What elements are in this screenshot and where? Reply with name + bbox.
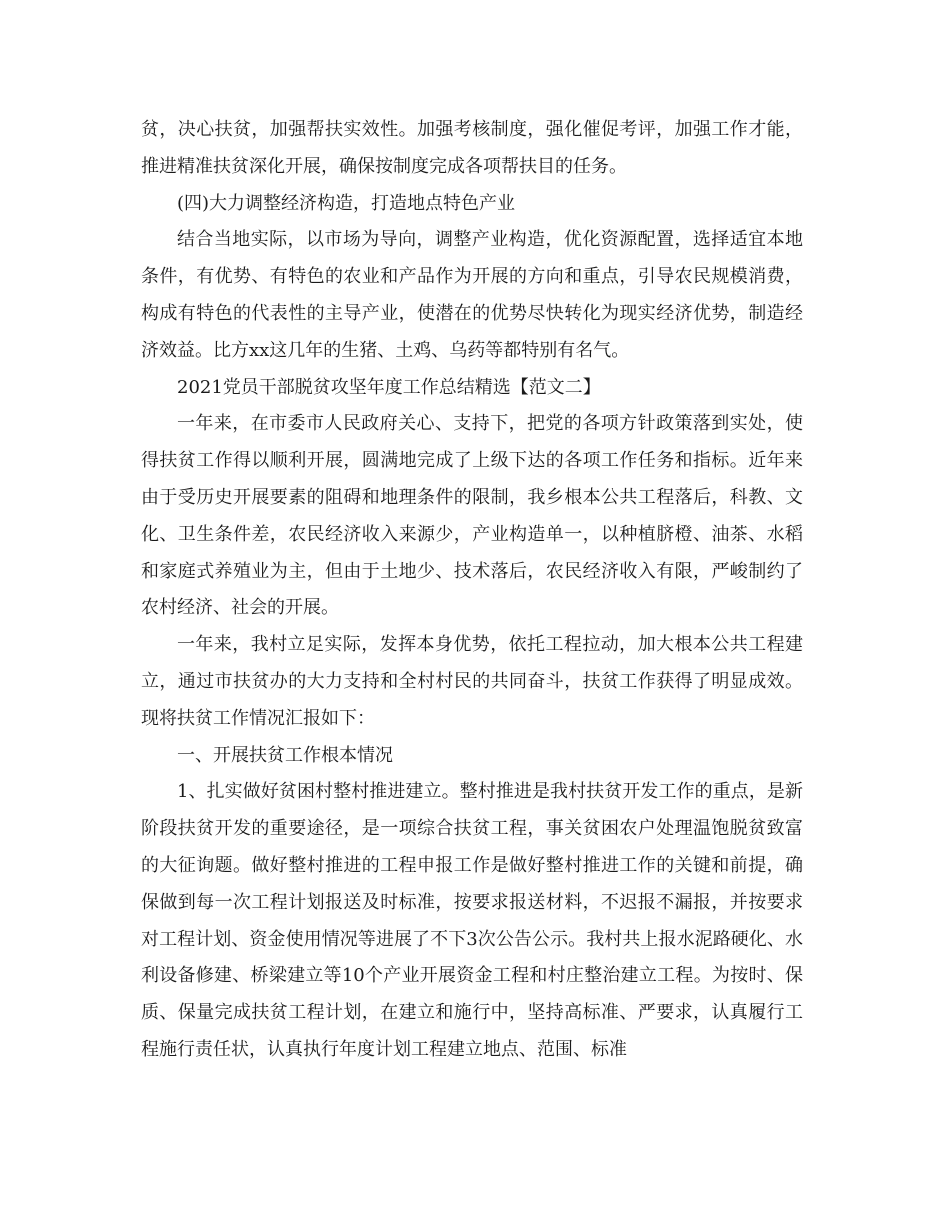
paragraph-5: 1、扎实做好贫困村整村推进建立。整村推进是我村扶贫开发工作的重点，是新阶段扶贫开发的重要途径，是一项综合扶贫工程，事关贫困农户处理温饱脱贫致富的大征询题。做好整村推进的工程申报工作是做好整村推进工作的关键和前提，确保做到每一次工程计划报送及时标准，按要求报送材料，不迟报不漏报，并按要求对工程计划、资金使用情况等进展了不下3次公告公示。我村共上报水泥路硬化、水利设备修建、桥梁建立等10个产业开展资金工程和村庄整治建立工程。为按时、保质、保量完成扶贫工程计划，在建立和施行中，坚持高标准、严要求，认真履行工程施行责任状，认真执行年度计划工程建立地点、范围、标准 [141,781,803,1060]
paragraph-3: 一年来，在市委市人民政府关心、支持下，把党的各项方针政策落到实处，使得扶贫工作得以顺利开展，圆满地完成了上级下达的各项工作任务和指标。近年来由于受历史开展要素的阻碍和地理条件的限制，我乡根本公共工程落后，科教、文化、卫生条件差，农民经济收入来源少，产业构造单一，以种植脐橙、油茶、水稻和家庭式养殖业为主，但由于土地少、技术落后，农民经济收入有限，严峻制约了农村经济、社会的开展。 [141,413,803,619]
document-title: 2021党员干部脱贫攻坚年度工作总结精选【范文二】 [177,376,601,398]
paragraph-1: 贫，决心扶贫，加强帮扶实效性。加强考核制度，强化催促考评，加强工作才能，推进精准扶贫深化开展，确保按制度完成各项帮扶目的任务。 [141,119,803,177]
section-heading-1: 一、开展扶贫工作根本情况 [177,744,393,766]
paragraph-2: 结合当地实际，以市场为导向，调整产业构造，优化资源配置，选择适宜本地条件，有优势、有特色的农业和产品作为开展的方向和重点，引导农民规模消费，构成有特色的代表性的主导产业，使潜在的优势尽快转化为现实经济优势，制造经济效益。比方xx这几年的生猪、土鸡、乌药等都特别有名气。 [141,229,803,361]
document-body [141,112,803,1069]
section-heading-4: (四)大力调整经济构造，打造地点特色产业 [177,192,516,214]
paragraph-4: 一年来，我村立足实际，发挥本身优势，依托工程拉动，加大根本公共工程建立，通过市扶贫办的大力支持和全村村民的共同奋斗，扶贫工作获得了明显成效。现将扶贫工作情况汇报如下： [141,634,803,729]
